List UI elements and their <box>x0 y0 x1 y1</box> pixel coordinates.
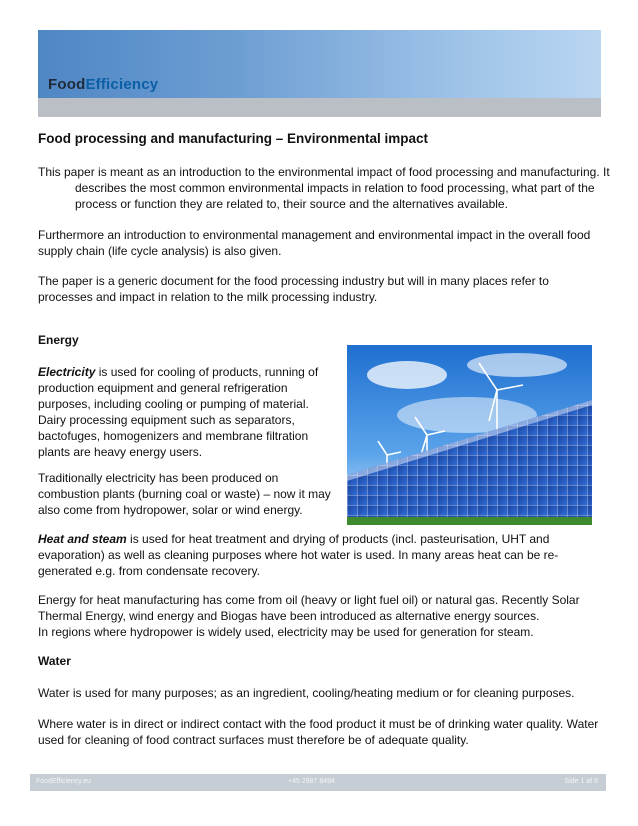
intro-paragraph-2: Furthermore an introduction to environmental management and environmental impact in the overall food supply chain (life cycle analysis) is also given. <box>38 228 591 258</box>
footer-website: FoodEfficiency.eu <box>36 778 91 785</box>
traditional-electricity-paragraph: Traditionally electricity has been produced on combustion plants (burning coal or waste) – now it may also come from hydropower, solar or wind energy. <box>38 471 331 517</box>
heat-steam-text: is used for heat treatment and drying of products (incl. pasteurisation, UHT and evaporation) as well as cleaning purposes where hot water is used. In many areas heat can be re-generated e.g. from condensate recovery. <box>38 532 559 578</box>
heat-steam-term: Heat and steam <box>38 532 127 546</box>
electricity-term: Electricity <box>38 365 96 379</box>
intro-paragraph-3: The paper is a generic document for the food processing industry but will in many places refer to processes and impact in relation to the milk processing industry. <box>38 274 549 304</box>
energy-heading: Energy <box>38 333 79 347</box>
intro-paragraph-1: This paper is meant as an introduction to the environmental impact of food processing and manufacturing. It describes the most common environmental impacts in relation to food processing, what part of the process or function they are related to, their source and the alternatives available. <box>38 165 610 211</box>
hydropower-text: In regions where hydropower is widely used, electricity may be used for generation for steam. <box>38 625 534 639</box>
water-paragraph-2: Where water is in direct or indirect contact with the food product it must be of drinking water quality. Water used for cleaning of food contract surfaces must therefore be of adequate quality. <box>38 717 599 747</box>
logo-text-food: Food <box>48 76 86 93</box>
footer-page-number: Side 1 af 6 <box>564 778 598 785</box>
brand-logo <box>48 76 158 93</box>
water-paragraph-1: Water is used for many purposes; as an ingredient, cooling/heating medium or for cleaning purposes. <box>38 686 575 700</box>
solar-wind-photo <box>347 345 592 525</box>
electricity-text: is used for cooling of products, running of production equipment and general refrigeration purposes, including cooling or pumping of material. <box>38 365 319 411</box>
heat-manufacturing-paragraph <box>38 592 600 640</box>
water-heading: Water <box>38 654 71 668</box>
page-footer <box>30 774 606 791</box>
footer-phone: +45 2987 8494 <box>288 778 335 785</box>
heat-steam-paragraph <box>38 531 600 579</box>
logo-text-efficiency: Efficiency <box>85 76 159 93</box>
dairy-text: Dairy processing equipment such as separators, bactofuges, homogenizers and membrane filtration plants are heavy energy users. <box>38 413 309 459</box>
header-divider-bar <box>38 98 601 117</box>
electricity-paragraph <box>38 364 338 460</box>
heat-manufacturing-text: Energy for heat manufacturing has come from oil (heavy or light fuel oil) or natural gas. Recently Solar Thermal Energy, wind energy and Biogas have been introduced as alternative energy sources. <box>38 593 580 623</box>
document-title: Food processing and manufacturing – Environmental impact <box>38 131 429 146</box>
